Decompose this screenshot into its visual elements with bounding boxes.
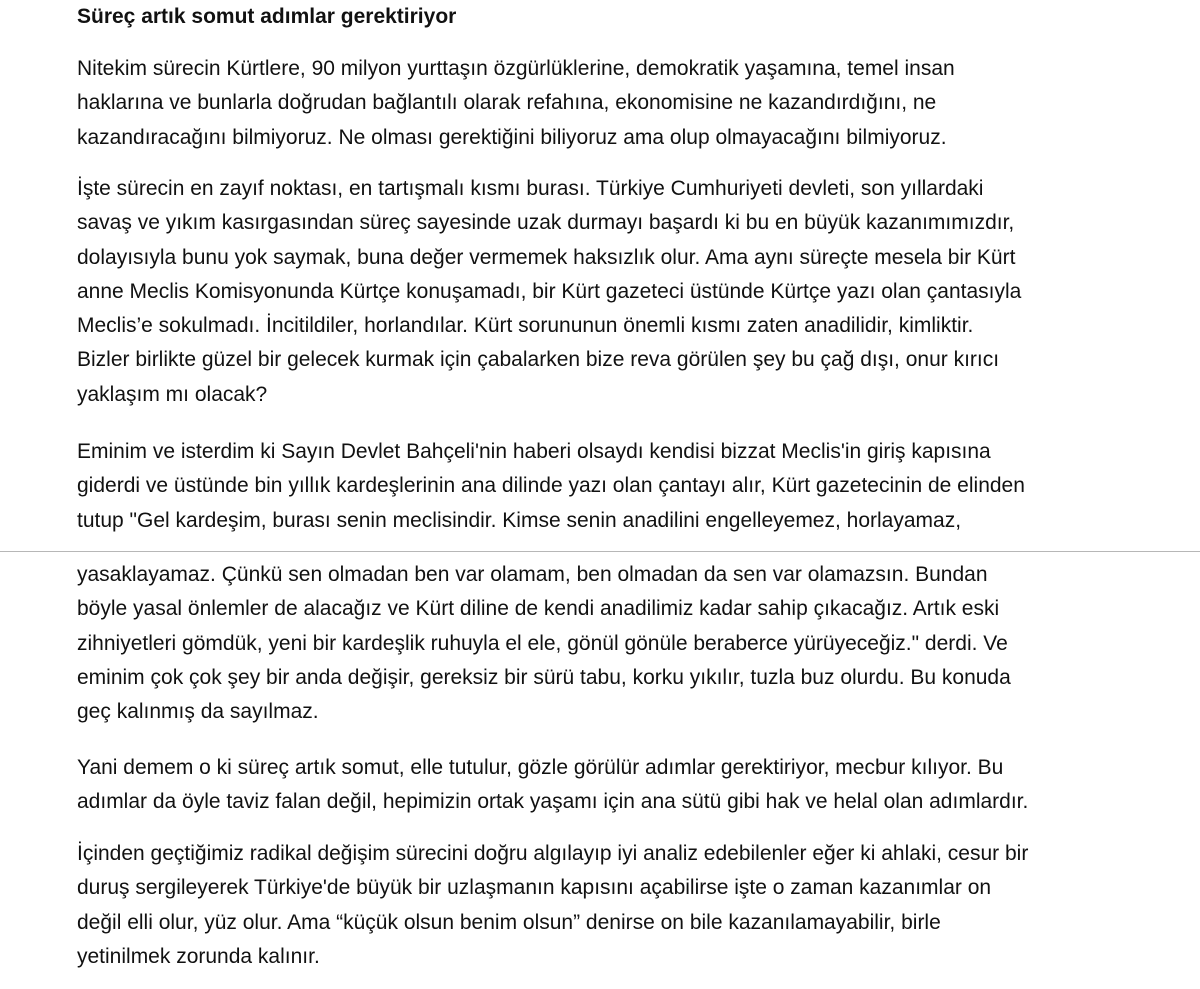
paragraph-line: Eminim ve isterdim ki Sayın Devlet Bahçeli'nin haberi olsaydı kendisi bizzat Meclis'in giriş kapısına: [77, 440, 991, 463]
paragraph-line: Nitekim sürecin Kürtlere, 90 milyon yurttaşın özgürlüklerine, demokratik yaşamına, temel insan: [77, 57, 955, 80]
paragraph-line: dolayısıyla bunu yok saymak, buna değer vermemek haksızlık olur. Ama aynı süreçte mesela bir Kürt: [77, 245, 1016, 269]
paragraph-line: anne Meclis Komisyonunda Kürtçe konuşamadı, bir Kürt gazeteci üstünde Kürtçe yazı olan çantasıyla: [77, 279, 1022, 303]
paragraph-line: Yani demem o ki süreç artık somut, elle tutulur, gözle görülür adımlar gerektiriyor, mecbur kılıyor. Bu: [77, 756, 1004, 779]
paragraph-line: İşte sürecin en zayıf noktası, en tartışmalı kısmı burası. Türkiye Cumhuriyeti devleti, son yıllardaki: [77, 177, 984, 200]
paragraph-3-continued: [77, 558, 1157, 729]
paragraph-5: [77, 837, 1157, 974]
paragraph-line: yetinilmek zorunda kalınır.: [77, 944, 320, 968]
paragraph-line: böyle yasal önlemler de alacağız ve Kürt diline de kendi anadilimiz kadar sahip çıkacağız. Artık eski: [77, 597, 1000, 621]
paragraph-line: zihniyetleri gömdük, yeni bir kardeşlik ruhuyla el ele, gönül gönüle beraberce yürüyeceğiz." derdi. Ve: [77, 631, 1008, 655]
paragraph-line: giderdi ve üstünde bin yıllık kardeşlerinin ana dilinde yazı olan çantayı alır, Kürt gazetecinin de elinden: [77, 474, 1025, 498]
paragraph-line: Meclis’e sokulmadı. İncitildiler, horlandılar. Kürt sorununun önemli kısmı zaten anadilidir, kimliktir.: [77, 314, 974, 338]
paragraph-line: Bizler birlikte güzel bir gelecek kurmak için çabalarken bize reva görülen şey bu çağ dışı, onur kırıcı: [77, 348, 1000, 372]
paragraph-2: [77, 172, 1157, 412]
paragraph-line: tutup "Gel kardeşim, burası senin meclisindir. Kimse senin anadilini engelleyemez, horlayamaz,: [77, 508, 962, 532]
paragraph-line: eminim çok çok şey bir anda değişir, gereksiz bir sürü tabu, korku yıkılır, tuzla buz olurdu. Bu konuda: [77, 665, 1011, 689]
paragraph-line: kazandıracağını bilmiyoruz. Ne olması gerektiğini biliyoruz ama olup olmayacağını bilmiyoruz.: [77, 125, 947, 149]
paragraph-line: savaş ve yıkım kasırgasından süreç sayesinde uzak durmayı başardı ki bu en büyük kazanımımızdır,: [77, 211, 1015, 235]
paragraph-4: [77, 751, 1157, 820]
page-break-divider: [0, 551, 1200, 552]
paragraph-line: geç kalınmış da sayılmaz.: [77, 700, 319, 724]
paragraph-line: duruş sergileyerek Türkiye'de büyük bir uzlaşmanın kapısını açabilirse işte o zaman kazanımlar on: [77, 876, 992, 900]
paragraph-line: değil elli olur, yüz olur. Ama “küçük olsun benim olsun” denirse on bile kazanılamayabilir, birle: [77, 910, 941, 934]
paragraph-line: haklarına ve bunlarla doğrudan bağlantılı olarak refahına, ekonomisine ne kazandırdığını, ne: [77, 91, 937, 115]
paragraph-line: İçinden geçtiğimiz radikal değişim sürecini doğru algılayıp iyi analiz edebilenler eğer ki ahlaki, cesur bir: [77, 842, 1029, 865]
section-heading: Süreç artık somut adımlar gerektiriyor: [77, 5, 457, 28]
paragraph-1: [77, 52, 1157, 155]
paragraph-line: yasaklayamaz. Çünkü sen olmadan ben var olamam, ben olmadan da sen var olamazsın. Bundan: [77, 563, 988, 586]
paragraph-line: yaklaşım mı olacak?: [77, 382, 268, 406]
paragraph-line: adımlar da öyle taviz falan değil, hepimizin ortak yaşamı için ana sütü gibi hak ve helal olan adımlardır.: [77, 790, 1029, 814]
paragraph-3: [77, 435, 1157, 538]
